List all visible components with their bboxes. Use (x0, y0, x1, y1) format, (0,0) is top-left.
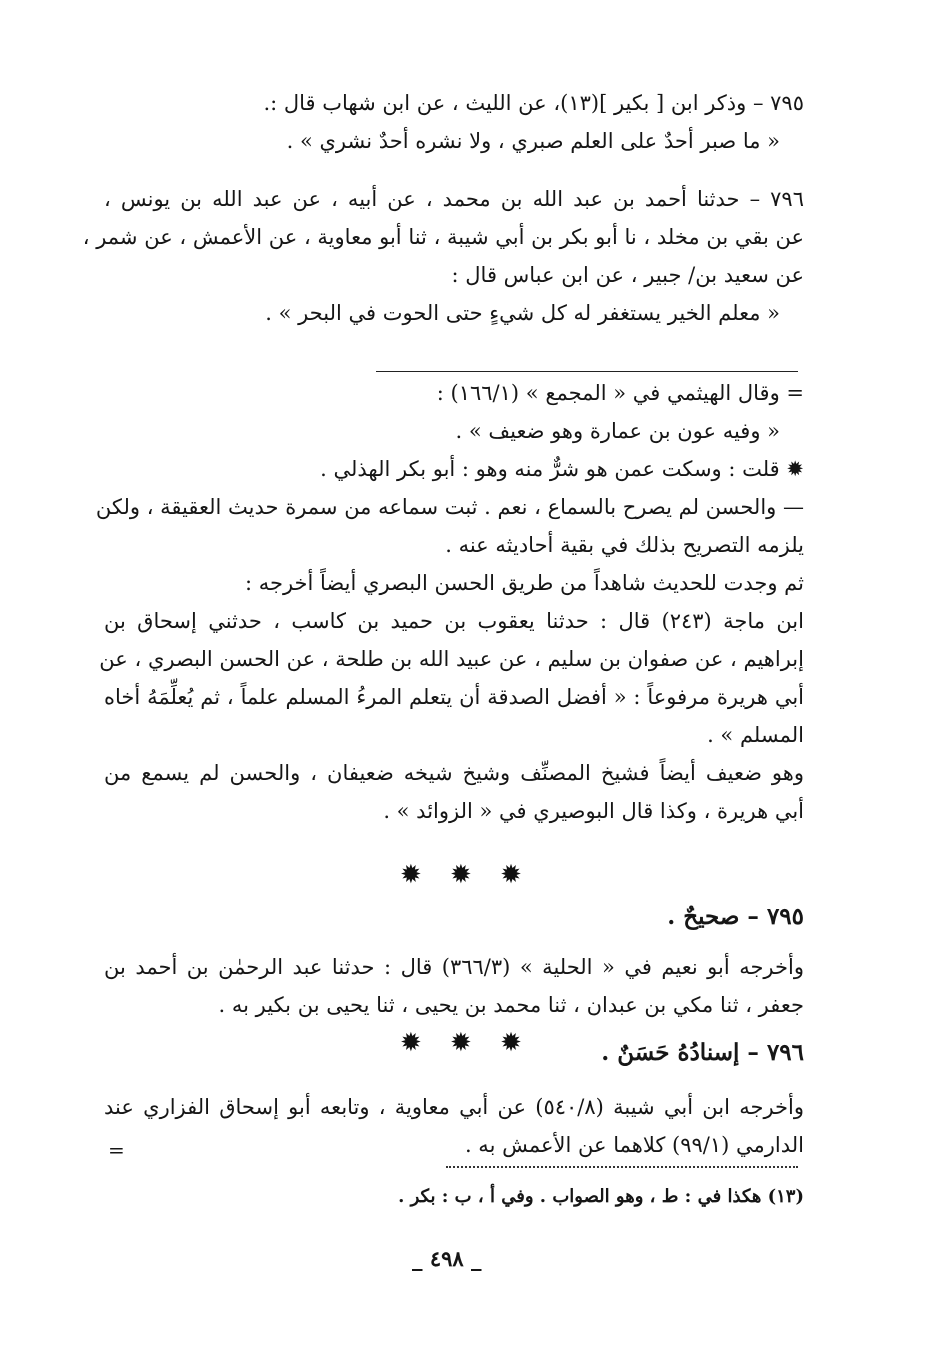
commentary-795 (104, 948, 804, 1024)
text-line: أبي هريرة ، وكذا قال البوصيري في « الزوائد » . (383, 799, 804, 823)
footnote (104, 1182, 804, 1212)
text-line: — والحسن لم يصرح بالسماع ، نعم . ثبت سماعه من سمرة حديث العقيقة ، ولكن (95, 495, 804, 519)
text-line: أبي هريرة مرفوعاً : « أفضل الصدقة أن يتعلم المرءُ المسلم علماً ، ثم يُعلِّمَهُ أخاه (104, 685, 804, 709)
star-divider: ✹ ✹ ✹ (400, 1028, 532, 1058)
text-line: وأخرجه أبو نعيم في « الحلية » (٣٦٦/٣) قال : حدثنا عبد الرحمٰن بن أحمد بن (104, 955, 804, 979)
text-line: يلزمه التصريح بذلك في بقية أحاديثه عنه . (445, 533, 804, 557)
star-divider: ✹ ✹ ✹ (400, 860, 532, 890)
text-line: وأخرجه ابن أبي شيبة (٥٤٠/٨) عن أبي معاوية ، وتابعه أبو إسحاق الفزاري عند (104, 1095, 805, 1119)
entry-796-text (82, 180, 804, 332)
text-line: المسلم » . (707, 723, 804, 747)
grading-heading: ٧٩٦ – إسنادُهُ حَسَنٌ . (601, 1039, 804, 1066)
grading-heading: ٧٩٥ – صحيحٌ . (667, 903, 804, 930)
page-number: _ ٤٩٨ _ (412, 1246, 482, 1271)
grading-795 (104, 898, 804, 936)
text-line: إبراهيم ، عن صفوان بن سليم ، عن عبيد الله بن طلحة ، عن الحسن البصري ، عن (99, 647, 804, 671)
text-line: عن سعيد بن/ جبير ، عن ابن عباس قال : (451, 263, 804, 287)
text-line: ثم وجدت للحديث شاهداً من طريق الحسن البصري أيضاً أخرجه : (244, 571, 804, 595)
commentary-796 (104, 1088, 804, 1164)
text-line: ✹ قلت : وسكت عمن هو شرٌّ منه وهو : أبو بكر الهذلي . (320, 457, 804, 481)
separator-rule (376, 371, 798, 372)
text-line: الدارمي (٩٩/١) كلاهما عن الأعمش به . (464, 1133, 804, 1157)
footnote-text: (١٣) هكذا في : ط ، وهو الصواب . وفي أ ، ب : بكر . (398, 1186, 804, 1207)
text-line: ابن ماجة (٢٤٣) قال : حدثنا يعقوب بن حميد بن كاسب ، حدثني إسحاق بن (104, 609, 804, 633)
text-line: ٧٩٦ – حدثنا أحمد بن عبد الله بن محمد ، عن أبيه ، عن عبد الله بن يونس ، (104, 187, 804, 211)
text-line: « وفيه عون بن عمارة وهو ضعيف » . (455, 419, 780, 443)
text-line: عن بقي بن مخلد ، نا أبو بكر بن أبي شيبة ، ثنا أبو معاوية ، عن الأعمش ، عن شمر ، (82, 225, 804, 249)
entry-795-text (104, 84, 804, 160)
continuation-mark: = (108, 1138, 125, 1162)
text-line: = وقال الهيثمي في « المجمع » (١٦٦/١) : (436, 381, 804, 405)
footnote-separator (446, 1166, 798, 1168)
text-line: جعفر ، ثنا مكي بن عبدان ، ثنا محمد بن يحيى ، ثنا يحيى بن بكير به . (218, 993, 804, 1017)
text-line: ٧٩٥ – وذكر ابن [ بكير ](١٣)، عن الليث ، عن ابن شهاب قال :. (263, 91, 804, 115)
text-line: « معلم الخير يستغفر له كل شيءٍ حتى الحوت في البحر » . (265, 301, 780, 325)
text-line: وهو ضعيف أيضاً فشيخ المصنِّف وشيخ شيخه ضعيفان ، والحسن لم يسمع من (104, 761, 804, 785)
commentary-top (95, 374, 804, 830)
text-line: « ما صبر أحدٌ على العلم صبري ، ولا نشره أحدٌ نشري » . (286, 129, 780, 153)
